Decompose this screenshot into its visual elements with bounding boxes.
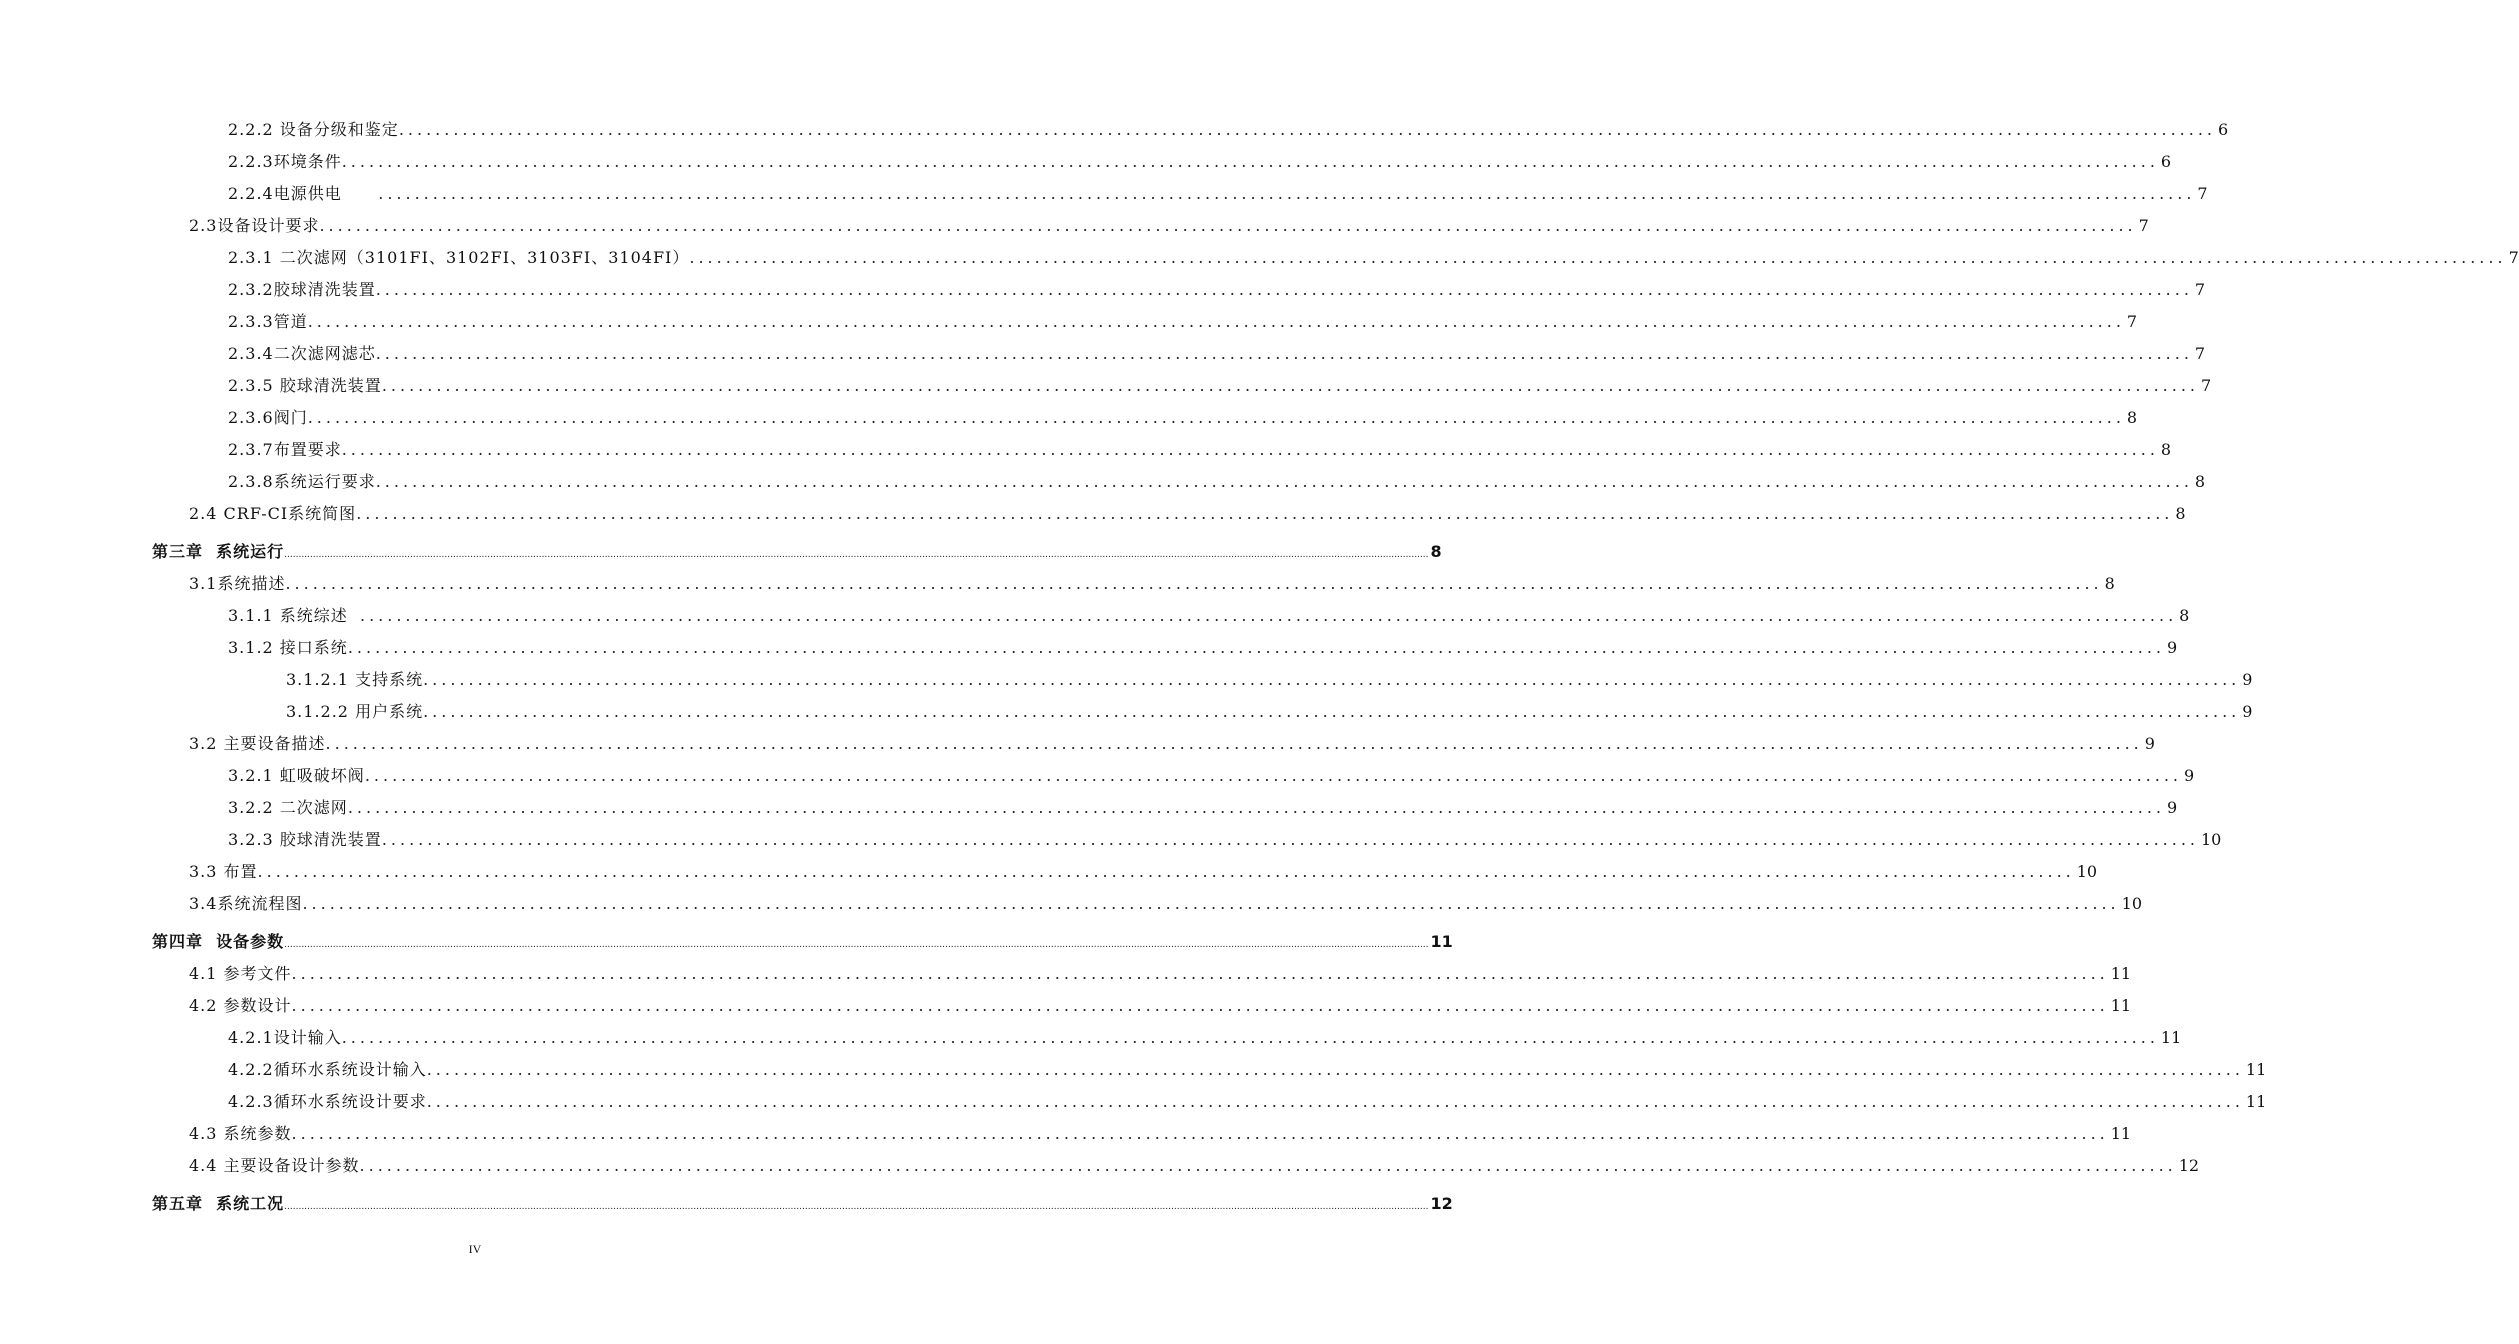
toc-entry[interactable]	[228, 792, 2178, 824]
toc-entry[interactable]	[189, 856, 2098, 888]
toc-entry-title: 2.2.4电源供电	[228, 184, 379, 203]
toc-leader-dots: ........................................................................................................................................................................................................	[375, 280, 2193, 299]
toc-entry-title: 4.1 参考文件	[189, 964, 292, 983]
toc-entry[interactable]	[189, 990, 2132, 1022]
toc-entry-page: 8	[1430, 542, 1442, 561]
page-number-footer: IV	[468, 1242, 482, 1256]
toc-entry-title: 4.2.1设计输入	[228, 1028, 342, 1047]
toc-chapter-entry[interactable]	[152, 1188, 1453, 1220]
toc-entry-title: 3.2.1 虹吸破坏阀	[228, 766, 365, 785]
toc-entry-page: 9	[2144, 734, 2155, 753]
toc-entry-title: 2.3.2胶球清洗装置	[228, 280, 376, 299]
toc-entry-title: 2.3.4二次滤网滤芯	[228, 344, 376, 363]
toc-leader-dots: ........................................................................................................................................................................................................	[426, 1060, 2244, 1079]
toc-leader-dots: ........................................................................................................................................................................................................	[423, 702, 2241, 721]
toc-leader-dots: ........................................................................................................................................................................................................	[257, 862, 2075, 881]
toc-entry[interactable]	[228, 1054, 2267, 1086]
toc-entry-title: 4.2.2循环水系统设计输入	[228, 1060, 427, 1079]
toc-entry-page: 7	[2197, 184, 2208, 203]
toc-entry-page: 11	[2110, 964, 2132, 983]
toc-entry[interactable]	[228, 632, 2178, 664]
toc-entry-page: 9	[2242, 670, 2253, 689]
toc-entry-title: 3.1.2.1 支持系统	[286, 670, 424, 689]
toc-leader-dots: ........................................................................................................................................................................................................	[302, 894, 2120, 913]
toc-leader-dots: ........................................................................................................................................................................................................	[307, 312, 2125, 331]
toc-entry[interactable]	[228, 600, 2190, 632]
toc-entry-page: 11	[2245, 1092, 2267, 1111]
toc-entry-title: 3.4系统流程图	[189, 894, 303, 913]
toc-leader-dots: ........................................................................................................................................................................................................	[319, 216, 2137, 235]
toc-entry-title: 3.1.1 系统综述	[228, 606, 360, 625]
toc-entry-page: 10	[2121, 894, 2142, 913]
toc-entry-page: 9	[2167, 798, 2178, 817]
toc-leader-dots: ........................................................................................................................................................................................................	[285, 574, 2103, 593]
toc-entry-title: 4.4 主要设备设计参数	[189, 1156, 360, 1175]
toc-entry-page: 6	[2160, 152, 2172, 171]
toc-leader-dots: ........................................................................................................................................................................................................	[341, 152, 2159, 171]
toc-leader-dots: ........................................................................................................................................................................................................	[291, 1124, 2109, 1143]
toc-entry-page: 6	[2218, 120, 2229, 139]
toc-entry[interactable]	[228, 114, 2229, 146]
toc-leader-dots: ........................................................................................................................................................................................................	[364, 766, 2182, 785]
toc-entry-page: 9	[2242, 702, 2253, 721]
toc-leader-dots: ........................................................................................................................................................................................................	[359, 1156, 2177, 1175]
toc-entry-title: 3.2 主要设备描述	[189, 734, 326, 753]
toc-entry-title: 4.2 参数设计	[189, 996, 292, 1015]
toc-entry-page: 10	[2076, 862, 2098, 881]
toc-entry[interactable]	[228, 434, 2172, 466]
toc-entry-page: 8	[2175, 504, 2186, 523]
toc-entry-title: 第三章 系统运行	[152, 542, 285, 561]
toc-entry-title: 2.3.3管道	[228, 312, 308, 331]
toc-entry[interactable]	[228, 338, 2206, 370]
toc-entry-page: 11	[2160, 1028, 2182, 1047]
toc-leader-dots: ........................................................................................................................................................................................................	[381, 830, 2199, 849]
toc-entry[interactable]	[228, 402, 2138, 434]
toc-entry-title: 3.3 布置	[189, 862, 258, 881]
toc-leader-dots: ........................................................................................................................................................................................................	[689, 248, 2507, 267]
toc-entry-page: 8	[2179, 606, 2190, 625]
toc-entry-page: 11	[2110, 1124, 2132, 1143]
toc-entry-page: 9	[2184, 766, 2195, 785]
toc-entry-title: 2.3.7布置要求	[228, 440, 342, 459]
toc-entry-title: 2.2.2 设备分级和鉴定	[228, 120, 399, 139]
toc-leader-dots: ........................................................................................................................................................................................................	[291, 964, 2109, 983]
toc-entry[interactable]	[228, 1086, 2267, 1118]
toc-entry-page: 11	[2110, 996, 2132, 1015]
toc-entry[interactable]	[286, 664, 2253, 696]
toc-entry-title: 2.3设备设计要求	[189, 216, 320, 235]
toc-leader-dots: ........................................................................................................................................................................................................	[381, 376, 2199, 395]
toc-entry-title: 3.2.3 胶球清洗装置	[228, 830, 382, 849]
toc-leader-dots: ........................................................................................................................................................................................................	[359, 606, 2178, 625]
toc-leader-dots: ........................................................................................................................................................................................................	[378, 184, 2196, 203]
toc-entry-title: 2.3.1 二次滤网（3101FI、3102FI、3103FI、3104FI）	[228, 248, 690, 267]
toc-entry[interactable]	[228, 1022, 2182, 1054]
toc-entry[interactable]	[228, 274, 2206, 306]
toc-entry[interactable]	[189, 498, 2186, 530]
toc-entry-title: 3.2.2 二次滤网	[228, 798, 348, 817]
toc-leader-dots: ........................................................................................................................................................................................................	[347, 638, 2165, 657]
toc-entry-title: 4.2.3循环水系统设计要求	[228, 1092, 427, 1111]
toc-entry[interactable]	[228, 466, 2206, 498]
toc-leader-dots: ........................................................................................................................................................................................................	[291, 996, 2109, 1015]
toc-leader-dots: ........................................................................................................................................................................................................	[398, 120, 2216, 139]
toc-entry-page: 7	[2126, 312, 2138, 331]
toc-entry-page: 12	[2178, 1156, 2200, 1175]
toc-entry-page: 10	[2201, 830, 2222, 849]
toc-entry-page: 7	[2201, 376, 2212, 395]
toc-leader-dots: ........................................................................................................................................................................................................	[341, 1028, 2159, 1047]
toc-leader-dots: ........................................................................................................................................................................................................	[375, 344, 2193, 363]
toc-entry-title: 3.1.2 接口系统	[228, 638, 348, 657]
toc-entry[interactable]	[189, 210, 2149, 242]
toc-entry-page: 11	[1430, 932, 1453, 951]
toc-leader-dots: ................................................................................................................................................................................................................................................................................................................................................................................................................	[284, 1202, 1429, 1212]
toc-entry-title: 第四章 设备参数	[152, 932, 285, 951]
toc-entry-page: 8	[2160, 440, 2172, 459]
toc-entry-title: 3.1系统描述	[189, 574, 286, 593]
toc-entry[interactable]	[228, 760, 2195, 792]
toc-entry[interactable]	[189, 888, 2142, 920]
toc-entry-page: 7	[2194, 280, 2206, 299]
toc-entry-page: 8	[2126, 408, 2138, 427]
toc-leader-dots: ........................................................................................................................................................................................................	[341, 440, 2159, 459]
toc-entry[interactable]	[189, 958, 2132, 990]
toc-chapter-entry[interactable]	[152, 536, 1442, 568]
toc-entry-title: 4.3 系统参数	[189, 1124, 292, 1143]
toc-entry-page: 7	[2138, 216, 2149, 235]
toc-entry-title: 3.1.2.2 用户系统	[286, 702, 424, 721]
toc-entry-page: 8	[2104, 574, 2115, 593]
toc-entry[interactable]	[189, 1118, 2132, 1150]
toc-entry-title: 2.4 CRF-CI系统简图	[189, 504, 357, 523]
toc-entry-title: 2.2.3环境条件	[228, 152, 342, 171]
toc-entry-page: 7	[2194, 344, 2206, 363]
toc-leader-dots: ........................................................................................................................................................................................................	[426, 1092, 2244, 1111]
toc-entry-title: 第五章 系统工况	[152, 1194, 285, 1213]
toc-entry-title: 2.3.8系统运行要求	[228, 472, 376, 491]
toc-entry-page: 8	[2194, 472, 2206, 491]
toc-entry[interactable]	[189, 568, 2115, 600]
toc-leader-dots: ........................................................................................................................................................................................................	[423, 670, 2241, 689]
toc-leader-dots: ........................................................................................................................................................................................................	[307, 408, 2125, 427]
toc-entry[interactable]	[189, 1150, 2200, 1182]
toc-entry-title: 2.3.6阀门	[228, 408, 308, 427]
toc-entry-page: 9	[2167, 638, 2178, 657]
toc-leader-dots: ........................................................................................................................................................................................................	[325, 734, 2143, 753]
toc-entry[interactable]	[286, 696, 2253, 728]
toc-entry[interactable]	[228, 306, 2138, 338]
toc-entry[interactable]	[228, 824, 2222, 856]
toc-entry-title: 2.3.5 胶球清洗装置	[228, 376, 382, 395]
toc-entry[interactable]	[228, 178, 2208, 210]
toc-entry[interactable]	[189, 728, 2155, 760]
table-of-contents	[0, 114, 2519, 1220]
toc-entry-page: 7	[2508, 248, 2519, 267]
toc-leader-dots: ........................................................................................................................................................................................................	[356, 504, 2174, 523]
toc-entry-page: 12	[1430, 1194, 1453, 1213]
toc-chapter-entry[interactable]	[152, 926, 1453, 958]
toc-leader-dots: ........................................................................................................................................................................................................	[347, 798, 2165, 817]
toc-leader-dots: ................................................................................................................................................................................................................................................................................................................................................................................................................	[284, 940, 1429, 950]
toc-entry[interactable]	[228, 242, 2519, 274]
toc-entry[interactable]	[228, 146, 2172, 178]
toc-entry[interactable]	[228, 370, 2212, 402]
toc-leader-dots: ................................................................................................................................................................................................................................................................................................................................................................................................................	[284, 550, 1429, 560]
toc-leader-dots: ........................................................................................................................................................................................................	[375, 472, 2193, 491]
toc-entry-page: 11	[2245, 1060, 2267, 1079]
